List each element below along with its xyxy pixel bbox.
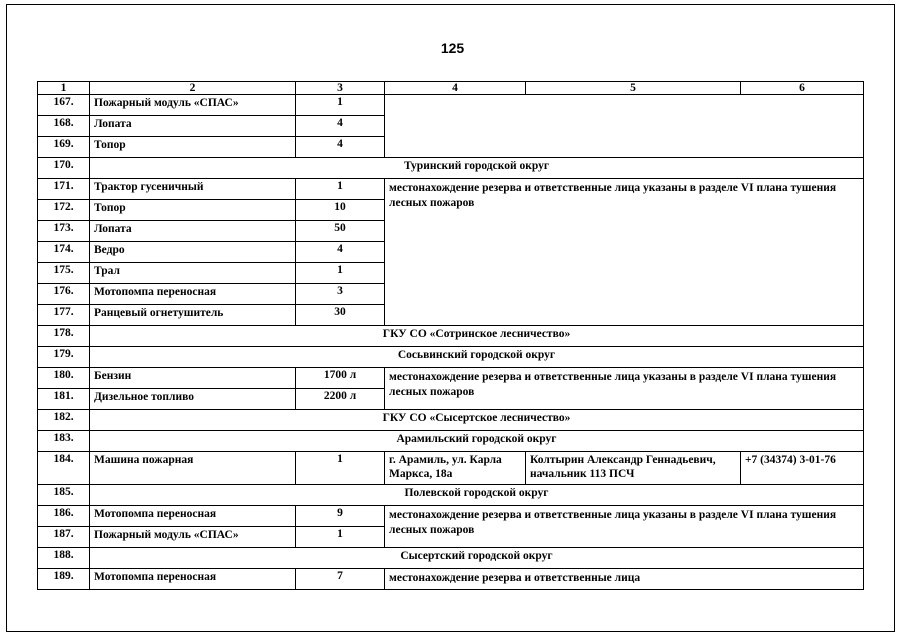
item-quantity: 50 (296, 221, 385, 242)
section-heading: Туринский городской округ (90, 158, 864, 179)
item-quantity: 3 (296, 284, 385, 305)
section-heading: Сосьвинский городской округ (90, 347, 864, 368)
row-number: 171. (38, 179, 90, 200)
item-quantity: 1 (296, 527, 385, 548)
item-name: Лопата (90, 221, 296, 242)
table-row (38, 431, 864, 452)
item-name: Пожарный модуль «СПАС» (90, 527, 296, 548)
item-quantity: 4 (296, 137, 385, 158)
table-row (38, 452, 864, 485)
column-header: 4 (385, 82, 526, 95)
responsible-person: Колтырин Александр Геннадьевич, начальник 113 ПСЧ (526, 452, 741, 485)
table-row (38, 548, 864, 569)
row-number: 180. (38, 368, 90, 389)
table-row (38, 506, 864, 527)
contact-phone: +7 (34374) 3-01-76 (741, 452, 864, 485)
table-row (38, 158, 864, 179)
row-number: 189. (38, 569, 90, 590)
row-number: 168. (38, 116, 90, 137)
item-name: Бензин (90, 368, 296, 389)
section-heading: Сысертский городской округ (90, 548, 864, 569)
empty-note-cell (385, 95, 864, 158)
row-number: 175. (38, 263, 90, 284)
row-number: 174. (38, 242, 90, 263)
item-quantity: 1700 л (296, 368, 385, 389)
row-number: 183. (38, 431, 90, 452)
item-name: Мотопомпа переносная (90, 506, 296, 527)
item-name: Ранцевый огнетушитель (90, 305, 296, 326)
row-number: 187. (38, 527, 90, 548)
item-name: Топор (90, 200, 296, 221)
item-quantity: 1 (296, 263, 385, 284)
row-number: 169. (38, 137, 90, 158)
item-quantity: 30 (296, 305, 385, 326)
row-number: 181. (38, 389, 90, 410)
item-quantity: 9 (296, 506, 385, 527)
item-name: Трал (90, 263, 296, 284)
section-heading: Арамильский городской округ (90, 431, 864, 452)
row-number: 188. (38, 548, 90, 569)
column-header: 6 (741, 82, 864, 95)
row-number: 177. (38, 305, 90, 326)
item-quantity: 1 (296, 95, 385, 116)
item-name: Ведро (90, 242, 296, 263)
table-header-row (38, 82, 864, 95)
item-quantity: 10 (296, 200, 385, 221)
item-quantity: 4 (296, 242, 385, 263)
item-quantity: 1 (296, 179, 385, 200)
section-heading: ГКУ СО «Сотринское лесничество» (90, 326, 864, 347)
section-heading: Полевской городской округ (90, 485, 864, 506)
column-header: 3 (296, 82, 385, 95)
row-number: 184. (38, 452, 90, 485)
resources-table (37, 81, 864, 590)
item-name: Дизельное топливо (90, 389, 296, 410)
table-row (38, 485, 864, 506)
table-row (38, 179, 864, 200)
column-header: 1 (38, 82, 90, 95)
row-number: 176. (38, 284, 90, 305)
page-number: 125 (440, 40, 465, 56)
section-heading: ГКУ СО «Сысертское лесничество» (90, 410, 864, 431)
item-name: Машина пожарная (90, 452, 296, 485)
row-number: 173. (38, 221, 90, 242)
item-quantity: 2200 л (296, 389, 385, 410)
table-row (38, 347, 864, 368)
item-name: Топор (90, 137, 296, 158)
row-number: 167. (38, 95, 90, 116)
row-number: 178. (38, 326, 90, 347)
item-name: Мотопомпа переносная (90, 569, 296, 590)
row-number: 182. (38, 410, 90, 431)
table-row (38, 368, 864, 389)
item-quantity: 4 (296, 116, 385, 137)
row-number: 186. (38, 506, 90, 527)
item-name: Трактор гусеничный (90, 179, 296, 200)
item-name: Мотопомпа переносная (90, 284, 296, 305)
item-name: Пожарный модуль «СПАС» (90, 95, 296, 116)
item-name: Лопата (90, 116, 296, 137)
row-number: 179. (38, 347, 90, 368)
row-number: 172. (38, 200, 90, 221)
reserve-note: местонахождение резерва и ответственные лица указаны в разделе VI плана тушения лесных пожаров (385, 506, 864, 548)
reserve-note: местонахождение резерва и ответственные лица (385, 569, 864, 590)
item-quantity: 1 (296, 452, 385, 485)
table-row (38, 410, 864, 431)
table-row (38, 95, 864, 116)
location-address: г. Арамиль, ул. Карла Маркса, 18а (385, 452, 526, 485)
row-number: 185. (38, 485, 90, 506)
reserve-note: местонахождение резерва и ответственные лица указаны в разделе VI плана тушения лесных пожаров (385, 179, 864, 326)
item-quantity: 7 (296, 569, 385, 590)
table-row (38, 326, 864, 347)
column-header: 2 (90, 82, 296, 95)
reserve-note: местонахождение резерва и ответственные лица указаны в разделе VI плана тушения лесных пожаров (385, 368, 864, 410)
table-row (38, 569, 864, 590)
row-number: 170. (38, 158, 90, 179)
column-header: 5 (526, 82, 741, 95)
